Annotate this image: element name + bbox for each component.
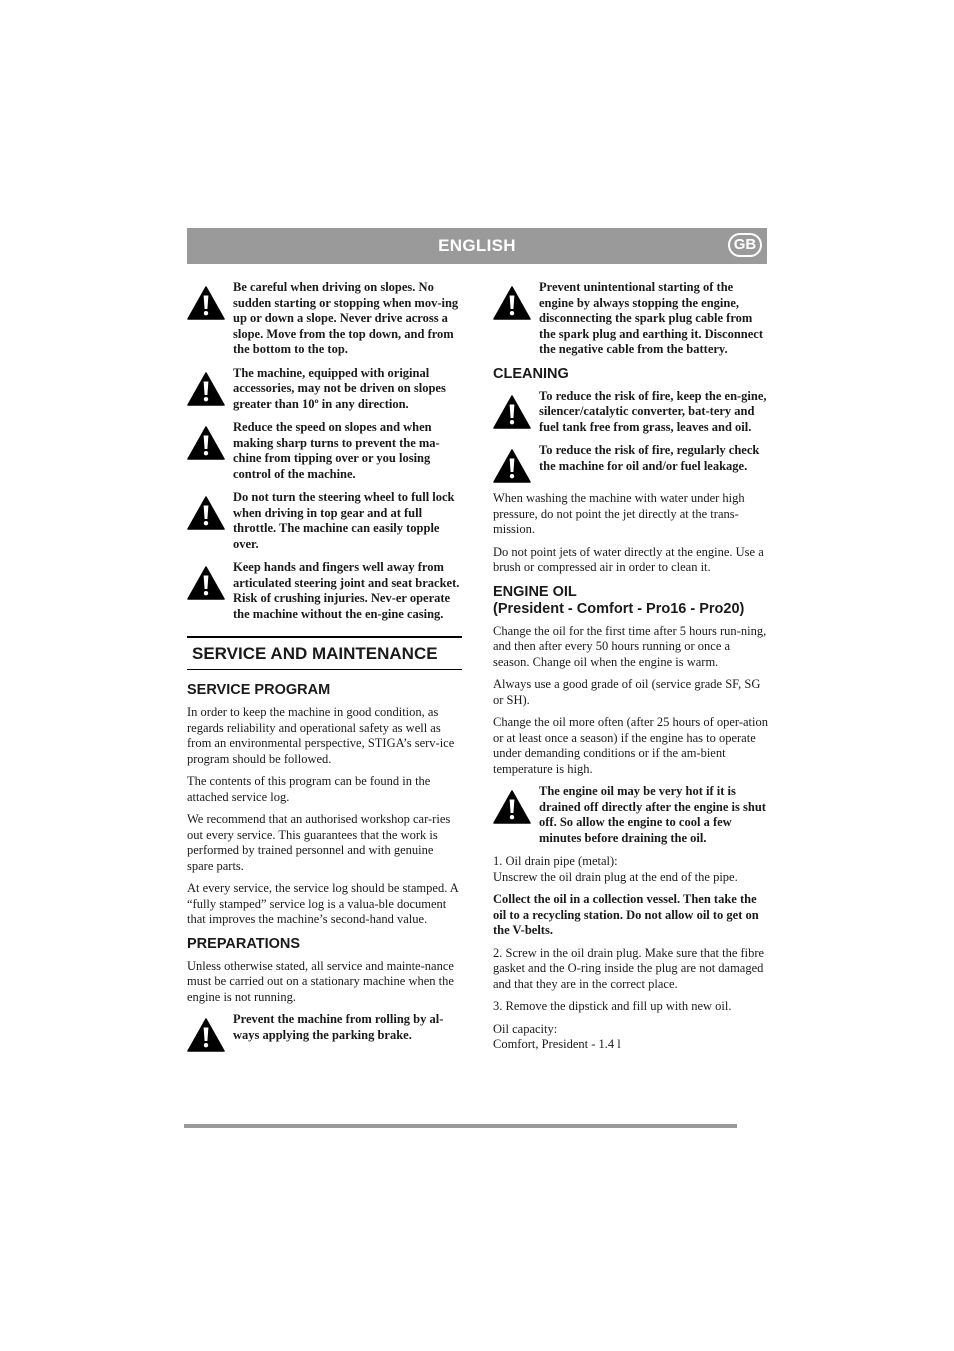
oil-capacity <box>493 1022 768 1053</box>
warning-text: The engine oil may be very hot if it is drained off directly after the engine is shut off. So allow the engine to cool a few minutes before draining the oil. <box>539 784 766 845</box>
warning-triangle-icon <box>493 790 531 824</box>
warning-text: Prevent unintentional starting of the engine by always stopping the engine, disconnecting the spark plug cable from the spark plug and earthing it. Disconnect the negative cable from the battery. <box>539 280 763 356</box>
paragraph: At every service, the service log should be stamped. A “fully stamped” service log is a valua-ble document that improves the machine’s second-hand value. <box>187 881 459 926</box>
step-1-label: 1. Oil drain pipe (metal): <box>493 854 618 868</box>
warning-triangle-icon <box>187 286 225 320</box>
language-title: ENGLISH <box>438 236 516 255</box>
warning-triangle-icon <box>187 496 225 530</box>
step-2: 2. Screw in the oil drain plug. Make sure that the fibre gasket and the O-ring inside the plug are not damaged and that they are in the correct place. <box>493 945 765 991</box>
paragraph: We recommend that an authorised workshop car-ries out every service. This guarantees that the work is performed by trained personnel and with genuine spare parts. <box>187 812 451 873</box>
warning-slopes <box>187 280 462 358</box>
warning-text: Keep hands and fingers well away from articulated steering joint and seat bracket. Risk of crushing injuries. Nev-er operate the machine without the en-gine casing. <box>233 560 460 621</box>
subheading-line: (President - Comfort - Pro16 - Pro20) <box>493 600 745 617</box>
step-3: 3. Remove the dipstick and fill up with new oil. <box>493 999 732 1013</box>
language-header-bar <box>187 228 767 264</box>
warning-triangle-icon <box>493 449 531 483</box>
warning-fire-leakage <box>493 443 768 483</box>
step-1 <box>493 854 768 885</box>
language-badge: GB <box>728 233 762 257</box>
right-column <box>493 280 768 1060</box>
warning-text: The machine, equipped with original accessories, may not be driven on slopes greater than 10º in any direction. <box>233 365 446 411</box>
collect-oil-note: Collect the oil in a collection vessel. Then take the oil to a recycling station. Do not allow oil to get on the V-belts. <box>493 892 759 937</box>
warning-hands-fingers <box>187 560 462 622</box>
warning-text: Reduce the speed on slopes and when making sharp turns to prevent the ma-chine from tipping over or you losing control of the machine. <box>233 420 440 481</box>
warning-slope-angle <box>187 366 462 413</box>
paragraph: Change the oil for the first time after 5 hours run-ning, and then after every 50 hours running or once a season. Change oil when the engine is warm. <box>493 623 767 669</box>
oil-capacity-value: Comfort, President - 1.4 l <box>493 1037 621 1051</box>
footer-rule <box>184 1124 737 1128</box>
oil-capacity-label: Oil capacity: <box>493 1021 558 1036</box>
warning-fire-debris <box>493 389 768 436</box>
paragraph: The contents of this program can be found in the attached service log. <box>187 774 431 804</box>
section-title-service-maintenance: SERVICE AND MAINTENANCE <box>187 636 462 670</box>
subheading-line: ENGINE OIL <box>493 583 577 600</box>
warning-steering-lock <box>187 490 462 552</box>
subheading-cleaning: CLEANING <box>493 365 569 382</box>
subheading-engine-oil <box>493 584 768 618</box>
subheading-preparations: PREPARATIONS <box>187 935 301 952</box>
warning-reduce-speed <box>187 420 462 482</box>
paragraph: Do not point jets of water directly at the engine. Use a brush or compressed air in order to clean it. <box>493 544 764 574</box>
warning-text: Be careful when driving on slopes. No sudden starting or stopping when mov-ing up or down a slope. Never drive across a slope. Move from the top down, and from the bottom to the top. <box>233 280 459 356</box>
warning-text: To reduce the risk of fire, regularly check the machine for oil and/or fuel leakage. <box>539 443 760 473</box>
warning-parking-brake <box>187 1012 462 1052</box>
paragraph: In order to keep the machine in good condition, as regards reliability and operational safety as well as from an environmental perspective, STIGA’s serv-ice program should be followed. <box>187 705 455 766</box>
warning-triangle-icon <box>187 426 225 460</box>
step-1-text: Unscrew the oil drain plug at the end of the pipe. <box>493 869 738 884</box>
paragraph: When washing the machine with water under high pressure, do not point the jet directly at the trans-mission. <box>493 491 745 536</box>
left-column <box>187 280 462 1060</box>
warning-text: Prevent the machine from rolling by al-ways applying the parking brake. <box>233 1012 444 1042</box>
warning-triangle-icon <box>187 566 225 600</box>
paragraph: Unless otherwise stated, all service and mainte-nance must be carried out on a stationary machine when the engine is not running. <box>187 958 454 1004</box>
warning-triangle-icon <box>493 286 531 320</box>
warning-triangle-icon <box>187 372 225 406</box>
warning-text: To reduce the risk of fire, keep the en-gine, silencer/catalytic converter, bat-tery and fuel tank free from grass, leaves and oil. <box>539 388 767 434</box>
warning-hot-oil <box>493 784 768 846</box>
paragraph: Change the oil more often (after 25 hours of oper-ation or at least once a season) if the engine has to operate under demanding conditions or if the am-bient temperature is high. <box>493 715 769 776</box>
warning-text: Do not turn the steering wheel to full lock when driving in top gear and at full throttle. The machine can easily topple over. <box>233 490 455 551</box>
warning-unintentional-start <box>493 280 768 358</box>
warning-triangle-icon <box>187 1018 225 1052</box>
subheading-service-program: SERVICE PROGRAM <box>187 682 331 698</box>
paragraph: Always use a good grade of oil (service grade SF, SG or SH). <box>493 677 761 707</box>
warning-triangle-icon <box>493 395 531 429</box>
